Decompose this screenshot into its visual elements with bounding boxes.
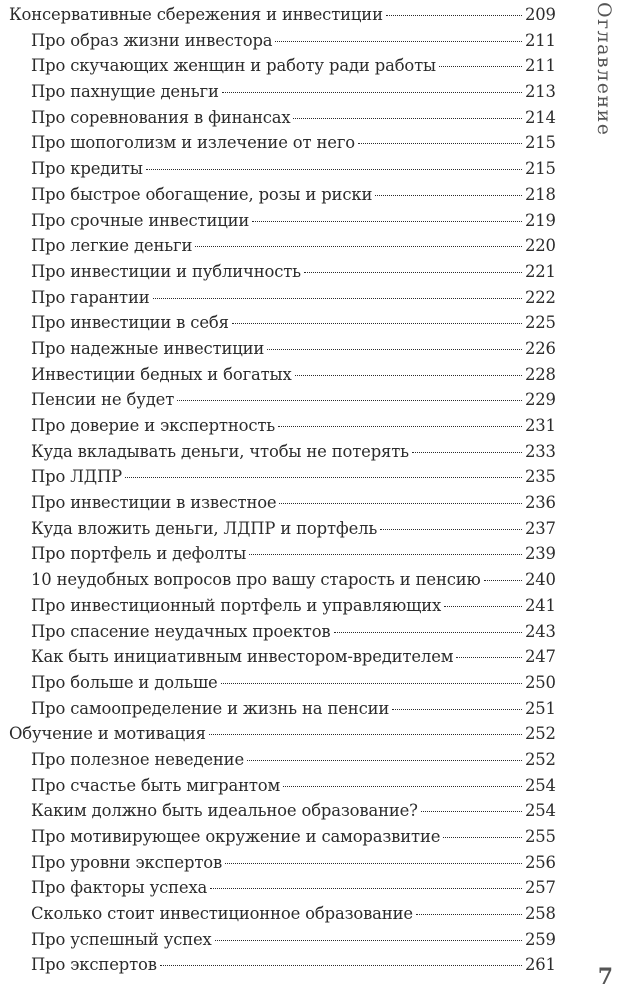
toc-entry-page: 211 [525,56,556,76]
toc-entry-title: Про скучающих женщин и работу ради работы [31,56,436,76]
toc-entry-page: 256 [525,852,556,872]
toc-entry[interactable] [0,490,555,516]
toc-entry[interactable] [0,310,555,336]
toc-entry-title: Про соревнования в финансах [31,107,291,127]
toc-entry[interactable] [0,413,555,439]
toc-entry-page: 250 [525,672,556,692]
dot-leader [386,15,522,16]
toc-entry-title: Про самоопределение и жизнь на пенсии [31,698,390,718]
toc-entry-page: 228 [525,364,556,384]
toc-entry[interactable] [0,644,555,670]
dot-leader [279,503,522,504]
toc-entry-page: 240 [525,570,556,590]
dot-leader [210,888,522,889]
dot-leader [209,734,522,735]
toc-entry[interactable] [0,541,555,567]
toc-entry-title: Про гарантии [31,287,150,307]
dot-leader [412,452,522,453]
dot-leader [443,837,522,838]
toc-entry-page: 255 [525,827,556,846]
toc-entry-page: 254 [525,775,556,795]
toc-entry-page: 211 [525,30,556,50]
dot-leader [293,118,522,119]
dot-leader [484,580,522,581]
dot-leader [295,375,522,376]
toc-entry[interactable] [0,105,555,131]
toc-entry-title: Про успешный успех [31,929,212,949]
toc-entry-title: Про спасение неудачных проектов [31,621,331,641]
dot-leader [358,143,522,144]
toc-entry-title: Про счастье быть мигрантом [31,775,281,795]
dot-leader [278,426,522,427]
toc-entry-page: 229 [525,390,556,410]
toc-entry-page: 231 [525,416,556,435]
table-of-contents [0,2,555,978]
toc-entry[interactable] [0,773,555,799]
toc-entry-title: Про инвестиции в известное [31,493,277,513]
toc-entry-page: 215 [525,133,556,153]
toc-entry-page: 215 [525,159,556,179]
toc-entry[interactable] [0,798,555,824]
toc-entry-title: Куда вкладывать деньги, чтобы не потерять [31,441,409,461]
toc-entry-title: Про инвестиционный портфель и управляющих [31,595,442,615]
toc-entry[interactable] [0,233,555,259]
toc-entry-title: Сколько стоит инвестиционное образование [31,904,413,924]
toc-entry-page: 221 [525,261,556,281]
toc-section[interactable] [0,2,555,28]
toc-entry[interactable] [0,182,555,208]
dot-leader [177,400,522,401]
toc-entry-title: Куда вложить деньги, ЛДПР и портфель [31,518,378,538]
dot-leader [334,632,522,633]
toc-entry[interactable] [0,850,555,876]
toc-entry[interactable] [0,336,555,362]
toc-entry-title: Про портфель и дефолты [31,544,247,564]
dot-leader [225,863,522,864]
toc-entry-title: Каким должно быть идеальное образование? [31,801,418,821]
toc-entry-page: 233 [525,441,556,461]
dot-leader [375,195,522,196]
toc-entry-page: 254 [525,801,556,821]
page-number: 7 [597,964,613,990]
toc-entry-page: 247 [525,647,556,667]
toc-entry-title: Про мотивирующее окружение и саморазвитие [31,827,441,846]
toc-entry-page: 257 [525,878,556,898]
dot-leader [421,811,522,812]
toc-entry[interactable] [0,747,555,773]
dot-leader [380,529,522,530]
toc-entry[interactable] [0,516,555,542]
toc-entry-title: Про доверие и экспертность [31,416,276,435]
toc-entry-title: Инвестиции бедных и богатых [31,364,292,384]
toc-entry[interactable] [0,362,555,388]
dot-leader [232,323,522,324]
toc-entry-page: 243 [525,621,556,641]
toc-entry[interactable] [0,952,555,978]
toc-entry-title: Консервативные сбережения и инвестиции [9,5,383,24]
toc-entry-page: 237 [525,518,556,538]
toc-entry-title: Про кредиты [31,159,143,179]
toc-entry-title: Про образ жизни инвестора [31,30,273,50]
toc-entry-title: Про ЛДПР [31,467,122,487]
dot-leader [125,477,522,478]
toc-entry-title: Про полезное неведение [31,749,245,769]
toc-entry-page: 261 [525,955,556,975]
toc-entry-page: 258 [525,904,556,924]
toc-entry-title: Как быть инициативным инвестором-вредителем [31,647,454,667]
toc-entry-title: Пенсии не будет [31,390,175,410]
toc-entry-page: 213 [525,82,556,102]
dot-leader [444,606,522,607]
toc-entry[interactable] [0,696,555,722]
toc-entry-page: 241 [525,595,556,615]
toc-entry-page: 236 [525,493,556,513]
dot-leader [416,914,522,915]
toc-entry[interactable] [0,464,555,490]
dot-leader [439,66,522,67]
toc-entry-page: 218 [525,184,556,204]
dot-leader [160,965,522,966]
toc-entry-page: 225 [525,313,556,333]
toc-entry-title: Про экспертов [31,955,157,975]
toc-entry-title: Про уровни экспертов [31,852,223,872]
toc-entry-page: 235 [525,467,556,487]
toc-entry-page: 222 [525,287,556,307]
dot-leader [247,760,522,761]
toc-entry-title: Про инвестиции в себя [31,313,229,333]
toc-entry-page: 214 [525,107,556,127]
toc-entry[interactable] [0,619,555,645]
toc-entry-title: Про пахнущие деньги [31,82,219,102]
toc-entry[interactable] [0,130,555,156]
toc-entry-title: Про быстрое обогащение, розы и риски [31,184,373,204]
toc-entry-page: 251 [525,698,556,718]
toc-entry-page: 252 [525,749,556,769]
toc-entry[interactable] [0,593,555,619]
dot-leader [283,786,522,787]
toc-entry[interactable] [0,208,555,234]
dot-leader [252,221,522,222]
toc-entry[interactable] [0,285,555,311]
toc-entry[interactable] [0,567,555,593]
toc-entry[interactable] [0,901,555,927]
toc-section[interactable] [0,721,555,747]
dot-leader [221,683,522,684]
toc-entry-title: Про шопоголизм и излечение от него [31,133,355,153]
dot-leader [215,940,522,941]
toc-entry-title: Про легкие деньги [31,236,193,256]
toc-entry[interactable] [0,259,555,285]
toc-entry-title: Про факторы успеха [31,878,208,898]
toc-entry[interactable] [0,875,555,901]
toc-entry[interactable] [0,387,555,413]
toc-entry[interactable] [0,79,555,105]
dot-leader [456,657,522,658]
toc-entry[interactable] [0,28,555,54]
dot-leader [275,41,522,42]
toc-entry[interactable] [0,156,555,182]
toc-entry-page: 209 [525,5,556,24]
dot-leader [304,272,522,273]
toc-entry[interactable] [0,53,555,79]
dot-leader [267,349,522,350]
toc-entry[interactable] [0,439,555,465]
toc-entry[interactable] [0,927,555,953]
dot-leader [392,709,522,710]
dot-leader [249,554,522,555]
toc-entry-page: 252 [525,724,556,744]
dot-leader [195,246,522,247]
toc-entry[interactable] [0,670,555,696]
toc-entry-title: Про больше и дольше [31,672,218,692]
dot-leader [146,169,522,170]
toc-entry-title: Про инвестиции и публичность [31,261,301,281]
running-header: Оглавление [593,2,615,137]
toc-entry-title: Про срочные инвестиции [31,210,250,230]
toc-entry-page: 219 [525,210,556,230]
toc-entry-page: 239 [525,544,556,564]
toc-entry[interactable] [0,824,555,850]
toc-entry-page: 259 [525,929,556,949]
dot-leader [222,92,522,93]
toc-entry-title: Обучение и мотивация [9,724,206,744]
toc-entry-title: Про надежные инвестиции [31,338,265,358]
toc-entry-page: 226 [525,338,556,358]
dot-leader [153,298,522,299]
toc-entry-title: 10 неудобных вопросов про вашу старость и пенсию [31,570,481,590]
toc-entry-page: 220 [525,236,556,256]
